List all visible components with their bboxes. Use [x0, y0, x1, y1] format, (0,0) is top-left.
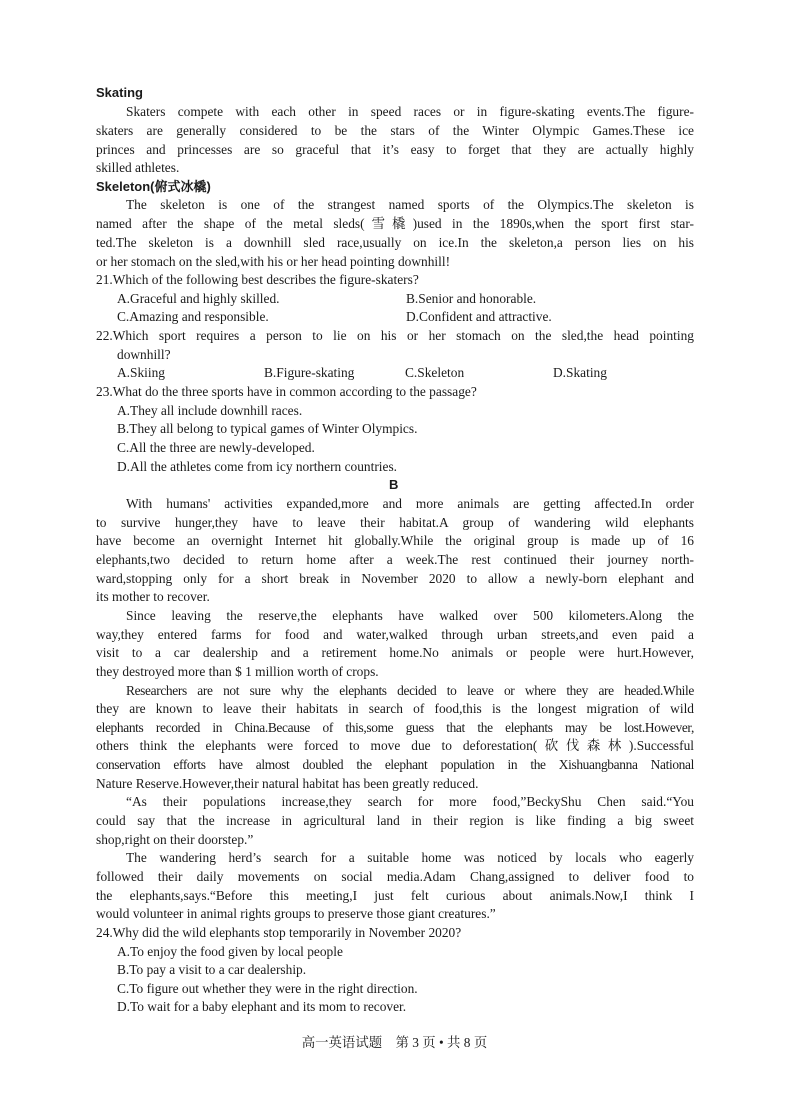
passage-line: elephants recorded in China.Because of this,some guess that the elephants may be lost.However, — [96, 720, 694, 735]
q21-option-b[interactable]: B.Senior and honorable. — [406, 291, 537, 306]
page-footer: 高一英语试题 第 3 页 • 共 8 页 — [301, 1035, 488, 1050]
passage-line: visit to a car dealership and a retirement home.No animals or people were hurt.However, — [96, 645, 694, 660]
q24-option-c[interactable]: C.To figure out whether they were in the right direction. — [117, 981, 418, 996]
q23-option-b[interactable]: B.They all belong to typical games of Winter Olympics. — [117, 421, 418, 436]
q21-option-d[interactable]: D.Confident and attractive. — [406, 309, 552, 324]
passage-line: shop,right on their doorstep.” — [96, 832, 254, 847]
skating-line: skilled athletes. — [96, 160, 180, 175]
q22-option-a[interactable]: A.Skiing — [117, 365, 165, 380]
skating-line: Skaters compete with each other in speed races or in figure-skating events.The figure- — [126, 104, 694, 119]
passage-line: ward,stopping only for a short break in November 2020 to allow a newly-born elephant and — [96, 571, 694, 586]
passage-line: to survive hunger,they have to leave their habitat.A group of wandering wild elephants — [96, 515, 694, 530]
skeleton-heading: Skeleton(俯式冰橇) — [96, 179, 211, 194]
passage-line: followed their daily movements on social media.Adam Chang,assigned to deliver food to — [96, 869, 694, 884]
passage-line: they destroyed more than $ 1 million worth of crops. — [96, 664, 379, 679]
skeleton-line: or her stomach on the sled,with his or her head pointing downhill! — [96, 254, 451, 269]
q22-option-c[interactable]: C.Skeleton — [405, 365, 465, 380]
passage-line: conservation efforts have almost doubled the elephant population in the Xishuangbanna National — [96, 757, 694, 772]
passage-line: have become an overnight Internet hit globally.While the original group is made up of 16 — [96, 533, 694, 548]
passage-line: Nature Reserve.However,their natural habitat has been greatly reduced. — [96, 776, 479, 791]
passage-line: others think the elephants were forced to move due to deforestation(砍伐森林).Successful — [96, 738, 694, 753]
passage-line: “As their populations increase,they search for more food,”BeckyShu Chen said.“You — [126, 794, 694, 809]
q23-option-d[interactable]: D.All the athletes come from icy northern countries. — [117, 459, 398, 474]
q24-option-d[interactable]: D.To wait for a baby elephant and its mom to recover. — [117, 999, 407, 1014]
skating-line: princes and princesses are so graceful that it’s easy to forget that they are actually highly — [96, 142, 694, 157]
q22-option-d[interactable]: D.Skating — [553, 365, 607, 380]
passage-line: they are known to leave their habitats in search of food,this is the longest migration of wild — [96, 701, 694, 716]
passage-line: its mother to recover. — [96, 589, 210, 604]
question-22-stem: 22.Which sport requires a person to lie on his or her stomach on the sled,the head pointing — [96, 328, 694, 343]
q23-option-c[interactable]: C.All the three are newly-developed. — [117, 440, 315, 455]
passage-line: would volunteer in animal rights groups to preserve those giant creatures.” — [96, 906, 496, 921]
q23-option-a[interactable]: A.They all include downhill races. — [117, 403, 303, 418]
q24-option-b[interactable]: B.To pay a visit to a car dealership. — [117, 962, 307, 977]
question-24-stem: 24.Why did the wild elephants stop temporarily in November 2020? — [96, 925, 462, 940]
section-b-label: B — [389, 477, 399, 492]
q24-option-a[interactable]: A.To enjoy the food given by local people — [117, 944, 343, 959]
q21-option-c[interactable]: C.Amazing and responsible. — [117, 309, 269, 324]
passage-line: elephants,two decided to return home after a week.The rest continued their journey north- — [96, 552, 694, 567]
skeleton-line: The skeleton is one of the strangest named sports of the Olympics.The skeleton is — [126, 197, 694, 212]
passage-line: Researchers are not sure why the elephants decided to leave or where they are headed.While — [126, 683, 694, 698]
passage-line: The wandering herd’s search for a suitable home was noticed by locals who eagerly — [126, 850, 694, 865]
skating-line: skaters are generally considered to be the stars of the Winter Olympic Games.These ice — [96, 123, 694, 138]
passage-line: Since leaving the reserve,the elephants have walked over 500 kilometers.Along the — [126, 608, 694, 623]
question-22-stem-cont: downhill? — [117, 347, 171, 362]
question-21-stem: 21.Which of the following best describes the figure-skaters? — [96, 272, 419, 287]
skating-heading: Skating — [96, 85, 143, 100]
q21-option-a[interactable]: A.Graceful and highly skilled. — [117, 291, 280, 306]
skeleton-line: named after the shape of the metal sleds(雪橇)used in the 1890s,when the sport first star- — [96, 216, 694, 231]
question-23-stem: 23.What do the three sports have in common according to the passage? — [96, 384, 477, 399]
passage-line: way,they entered farms for food and water,walked through urban streets,and even paid a — [96, 627, 694, 642]
passage-line: the elephants,says.“Before this meeting,I just felt curious about animals.Now,I think I — [96, 888, 694, 903]
q22-option-b[interactable]: B.Figure-skating — [264, 365, 355, 380]
passage-line: With humans' activities expanded,more and more animals are getting affected.In order — [126, 496, 694, 511]
passage-line: could say that the increase in agricultural land in their region is like finding a big sweet — [96, 813, 694, 828]
skeleton-line: ted.The skeleton is a downhill sled race,usually on ice.In the skeleton,a person lies on his — [96, 235, 694, 250]
